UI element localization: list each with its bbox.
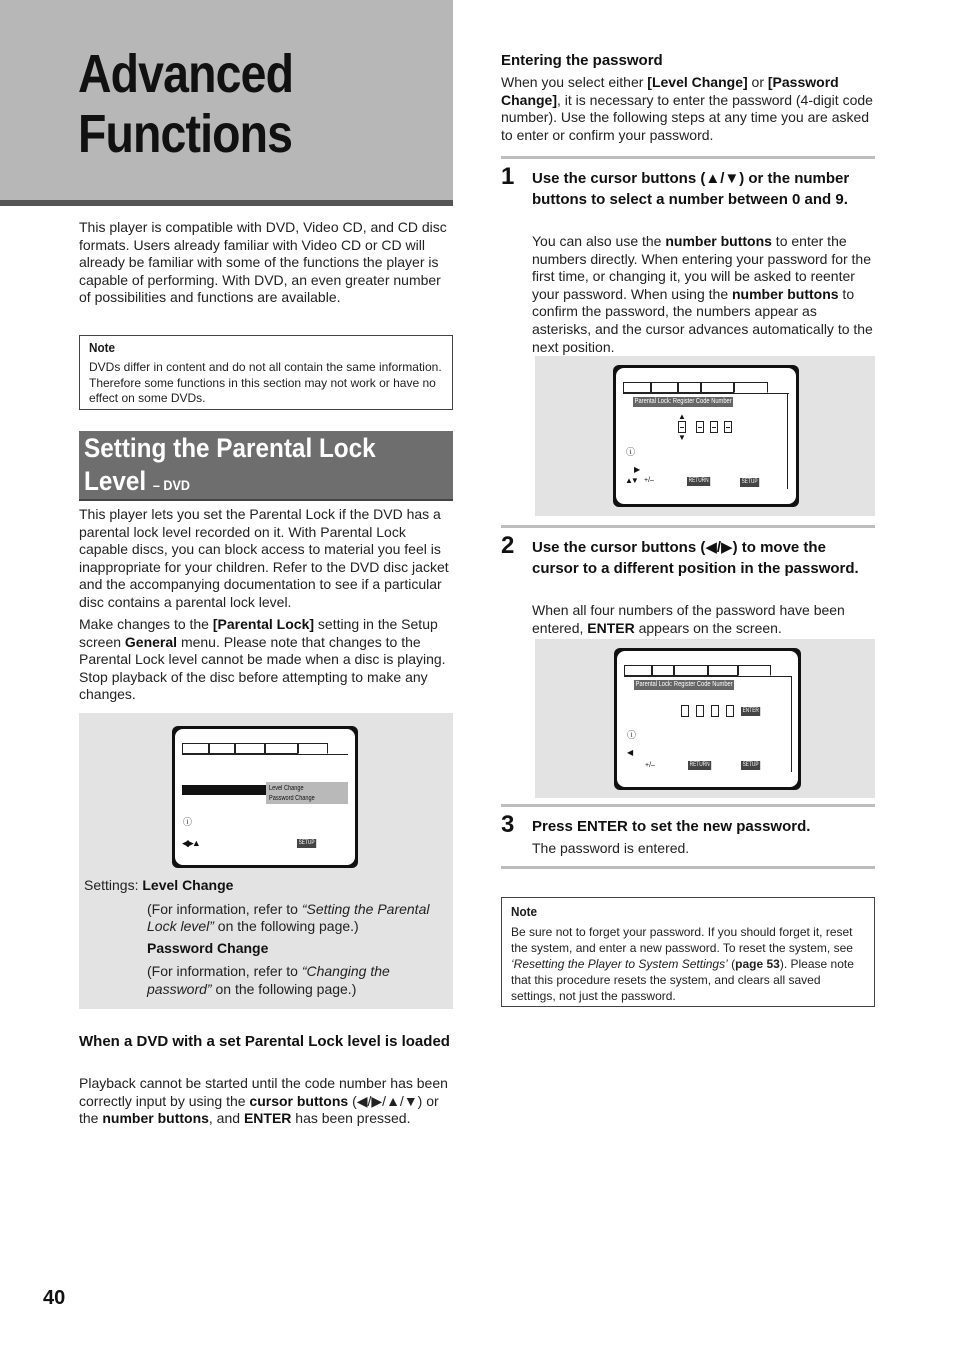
- intro-paragraph: This player is compatible with DVD, Video CD, and CD disc formats. Users already familiar with Video CD or CD will already be familiar with some of the functions the player is capable of performing. With DVD, an even greater number of possibilities and functions are available.: [79, 219, 447, 306]
- entering-paragraph: When you select either [Level Change] or [Password Change], it is necessary to enter the password (4-digit code number). Use the following steps at any time you are asked to enter or confirm your password.: [501, 74, 873, 143]
- settings-option-level-change-ref: (For information, refer to “Setting the Parental Lock level” on the following page.): [147, 900, 430, 935]
- up-arrow-icon: ▲: [678, 412, 686, 421]
- register-code-label: Parental Lock: Register Code Number: [634, 398, 732, 405]
- step-3-heading: Press ENTER to set the new password.: [532, 818, 811, 835]
- setup-button-label: SETUP: [298, 840, 315, 846]
- password-note-box: [501, 897, 875, 1007]
- return-button-label: RETURN: [688, 478, 709, 484]
- selected-menu-row: [182, 785, 266, 795]
- password-digit-4: [724, 421, 732, 433]
- setup-screen-general: [172, 726, 358, 868]
- entering-heading: Entering the password: [501, 52, 663, 69]
- navigation-arrows-icon: ◀▶▲: [182, 838, 199, 848]
- divider: [501, 866, 875, 869]
- menu-tabs: [623, 382, 768, 393]
- password-digit-1: [681, 705, 689, 717]
- password-digit-2: [696, 421, 704, 433]
- note-body: Be sure not to forget your password. If you should forget it, reset the system, and enter a new password. To reset the system, see ‘Resetting the Player to System Settings’ (page 53). Please note that this procedure resets the system, and clears all saved settings, not just the password.: [511, 925, 854, 1003]
- tab: [182, 743, 209, 754]
- setup-button-label: SETUP: [742, 762, 759, 768]
- divider: [501, 804, 875, 807]
- password-digit-3: [711, 705, 719, 717]
- menu-tabs: [624, 665, 771, 676]
- left-arrow-icon: ◀: [627, 748, 634, 757]
- step-1-body: You can also use the number buttons to enter the numbers directly. When entering your password for the first time, or changing it, you will be asked to reenter your password. When using the number buttons to confirm the password, the numbers appear as asterisks, and the cursor advances automatically to the next position.: [532, 233, 873, 355]
- tab: [235, 743, 265, 754]
- up-down-arrows-icon: ▲▼: [625, 476, 637, 485]
- password-digit-1: [678, 421, 686, 433]
- note-body: DVDs differ in content and do not all contain the same information. Therefore some functions in this section may not work or have no effect on some DVDs.: [89, 360, 442, 405]
- step-1-number: 1: [501, 163, 515, 190]
- info-icon: ⓘ: [627, 730, 637, 740]
- step-2-body: When all four numbers of the password have been entered, ENTER appears on the screen.: [532, 602, 845, 636]
- enter-button-label: ENTER: [742, 708, 759, 714]
- settings-option-password-change: Password Change: [147, 939, 269, 956]
- password-change-option: Password Change: [269, 795, 315, 802]
- setup-button-label: SETUP: [741, 479, 758, 485]
- password-digit-2: [696, 705, 704, 717]
- loaded-paragraph: Playback cannot be started until the code number has been correctly input by using the cursor buttons (◀/▶/▲/▼) or the number buttons, and ENTER has been pressed.: [79, 1075, 448, 1127]
- tab-general: [298, 743, 328, 754]
- plus-minus-label: +/–: [645, 762, 655, 769]
- info-icon: ⓘ: [626, 447, 636, 457]
- section-title-suffix: – DVD: [152, 477, 191, 493]
- menu-tabs: [182, 743, 328, 754]
- register-code-label: Parental Lock: Register Code Number: [635, 681, 733, 688]
- page-number: 40: [43, 1287, 66, 1309]
- step-3-body: The password is entered.: [532, 840, 690, 856]
- section-title: Setting the Parental Lock Level – DVD: [84, 433, 376, 496]
- divider: [501, 156, 875, 159]
- loaded-heading: When a DVD with a set Parental Lock level is loaded: [79, 1033, 450, 1050]
- settings-list: Settings: Level Change (For information, refer to “Setting the Parental Lock level” on the following page.) Password Change (For information, refer to “Changing the password” on the following page.): [84, 877, 444, 999]
- parental-lock-paragraph: This player lets you set the Parental Lock if the DVD has a parental lock level recorded on it. With Parental Lock capable discs, you can block access to material you feel is inappropriate for your children. Refer to the DVD disc jacket and the accompanying documentation to see if a particular disc contains a parental lock level.: [79, 506, 449, 610]
- down-arrow-icon: ▼: [678, 433, 686, 442]
- note-title: Note: [89, 340, 116, 355]
- note-box: [79, 335, 453, 410]
- settings-option-level-change: Level Change: [142, 877, 234, 893]
- step-2-heading: Use the cursor buttons (◀/▶) to move the cursor to a different position in the password.: [532, 539, 859, 577]
- return-button-label: RETURN: [689, 762, 710, 768]
- setup-paragraph: Make changes to the [Parental Lock] setting in the Setup screen General menu. Please note that changes to the Parental Lock level cannot be made when a disc is playing. Stop playback of the disc before attempting to make any changes.: [79, 616, 446, 703]
- tab: [265, 743, 298, 754]
- note-title: Note: [511, 904, 538, 919]
- page-title: Advanced Functions: [78, 44, 294, 164]
- settings-option-password-change-ref: (For information, refer to “Changing the password” on the following page.): [147, 963, 390, 997]
- register-code-screen-1: [613, 365, 799, 507]
- divider: [501, 525, 875, 528]
- info-icon: ⓘ: [183, 817, 193, 827]
- right-arrow-icon: ▶: [634, 465, 641, 474]
- tab: [209, 743, 235, 754]
- register-code-screen-2: [614, 648, 801, 790]
- password-digit-3: [710, 421, 718, 433]
- password-digit-4: [726, 705, 734, 717]
- step-2-number: 2: [501, 532, 515, 559]
- step-3-number: 3: [501, 811, 515, 838]
- level-change-option: Level Change: [269, 785, 304, 792]
- plus-minus-label: +/–: [644, 477, 654, 484]
- step-1-heading: Use the cursor buttons (▲/▼) or the number buttons to select a number between 0 and 9.: [532, 170, 850, 208]
